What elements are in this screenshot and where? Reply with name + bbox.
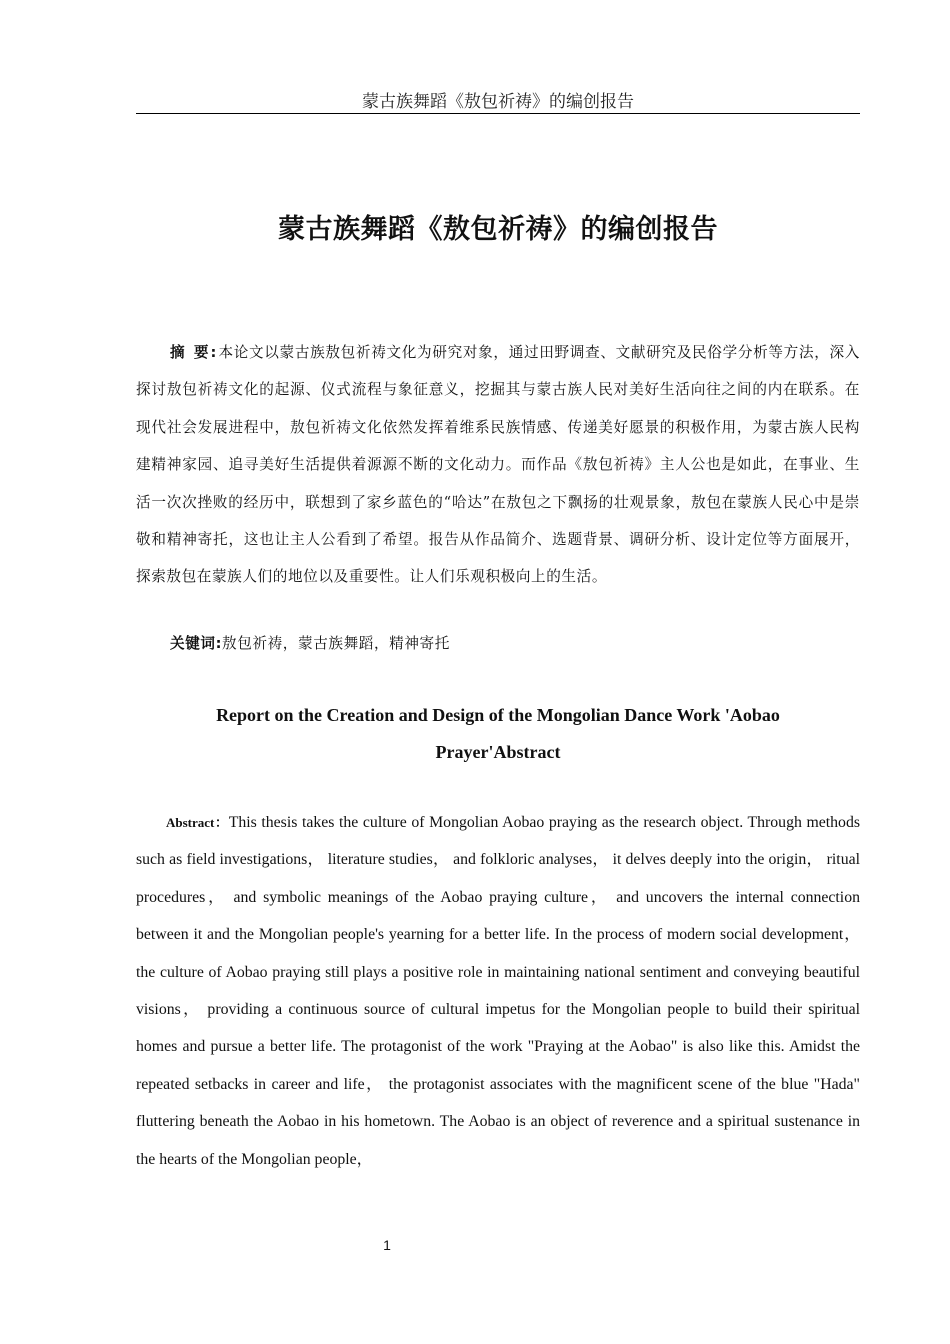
chinese-abstract-label: 摘 要: <box>170 344 219 361</box>
english-title <box>136 697 860 771</box>
keywords-text: 敖包祈祷，蒙古族舞蹈，精神寄托 <box>222 635 450 652</box>
header-divider <box>136 113 860 114</box>
chinese-abstract <box>136 334 860 596</box>
english-abstract-label: Abstract： <box>166 815 229 830</box>
english-title-line-2: Prayer'Abstract <box>435 742 561 762</box>
english-title-line-1: Report on the Creation and Design of the Mongolian Dance Work 'Aobao <box>216 705 780 725</box>
keywords <box>170 628 860 660</box>
chinese-abstract-text: 本论文以蒙古族敖包祈祷文化为研究对象，通过田野调查、文献研究及民俗学分析等方法，深入探讨敖包祈祷文化的起源、仪式流程与象征意义，挖掘其与蒙古族人民对美好生活向往之间的内在联系。在现代社会发展进程中，敖包祈祷文化依然发挥着维系民族情感、传递美好愿景的积极作用，为蒙古族人民构建精神家园、追寻美好生活提供着源源不断的文化动力。而作品《敖包祈祷》主人公也是如此，在事业、生活一次次挫败的经历中，联想到了家乡蓝色的“哈达”在敖包之下飘扬的壮观景象，敖包在蒙族人民心中是崇敬和精神寄托，这也让主人公看到了希望。报告从作品简介、选题背景、调研分析、设计定位等方面展开，探索敖包在蒙族人们的地位以及重要性。让人们乐观积极向上的生活。 <box>136 344 860 586</box>
keywords-label: 关键词: <box>170 635 223 652</box>
english-abstract <box>136 804 860 1178</box>
document-title: 蒙古族舞蹈《敖包祈祷》的编创报告 <box>278 214 718 245</box>
running-header: 蒙古族舞蹈《敖包祈祷》的编创报告 <box>362 92 634 112</box>
page-number: 1 <box>383 1237 391 1253</box>
english-abstract-text: This thesis takes the culture of Mongolian Aobao praying as the research object. Through methods such as field investigations， literature studies， and folkloric analyses， it delves deeply into the origin， ritual procedures， and symbolic meanings of the Aobao praying culture， and uncovers the internal connection between it and the Mongolian people's yearning for a better life. In the process of modern social development， the culture of Aobao praying still plays a positive role in maintaining national sentiment and conveying beautiful visions， providing a continuous source of cultural impetus for the Mongolian people to build their spiritual homes and pursue a better life. The protagonist of the work "Praying at the Aobao" is also like this. Amidst the repeated setbacks in career and life， the protagonist associates with the magnificent scene of the blue "Hada" fluttering beneath the Aobao in his hometown. The Aobao is an object of reverence and a spiritual sustenance in the hearts of the Mongolian people， <box>136 814 860 1168</box>
